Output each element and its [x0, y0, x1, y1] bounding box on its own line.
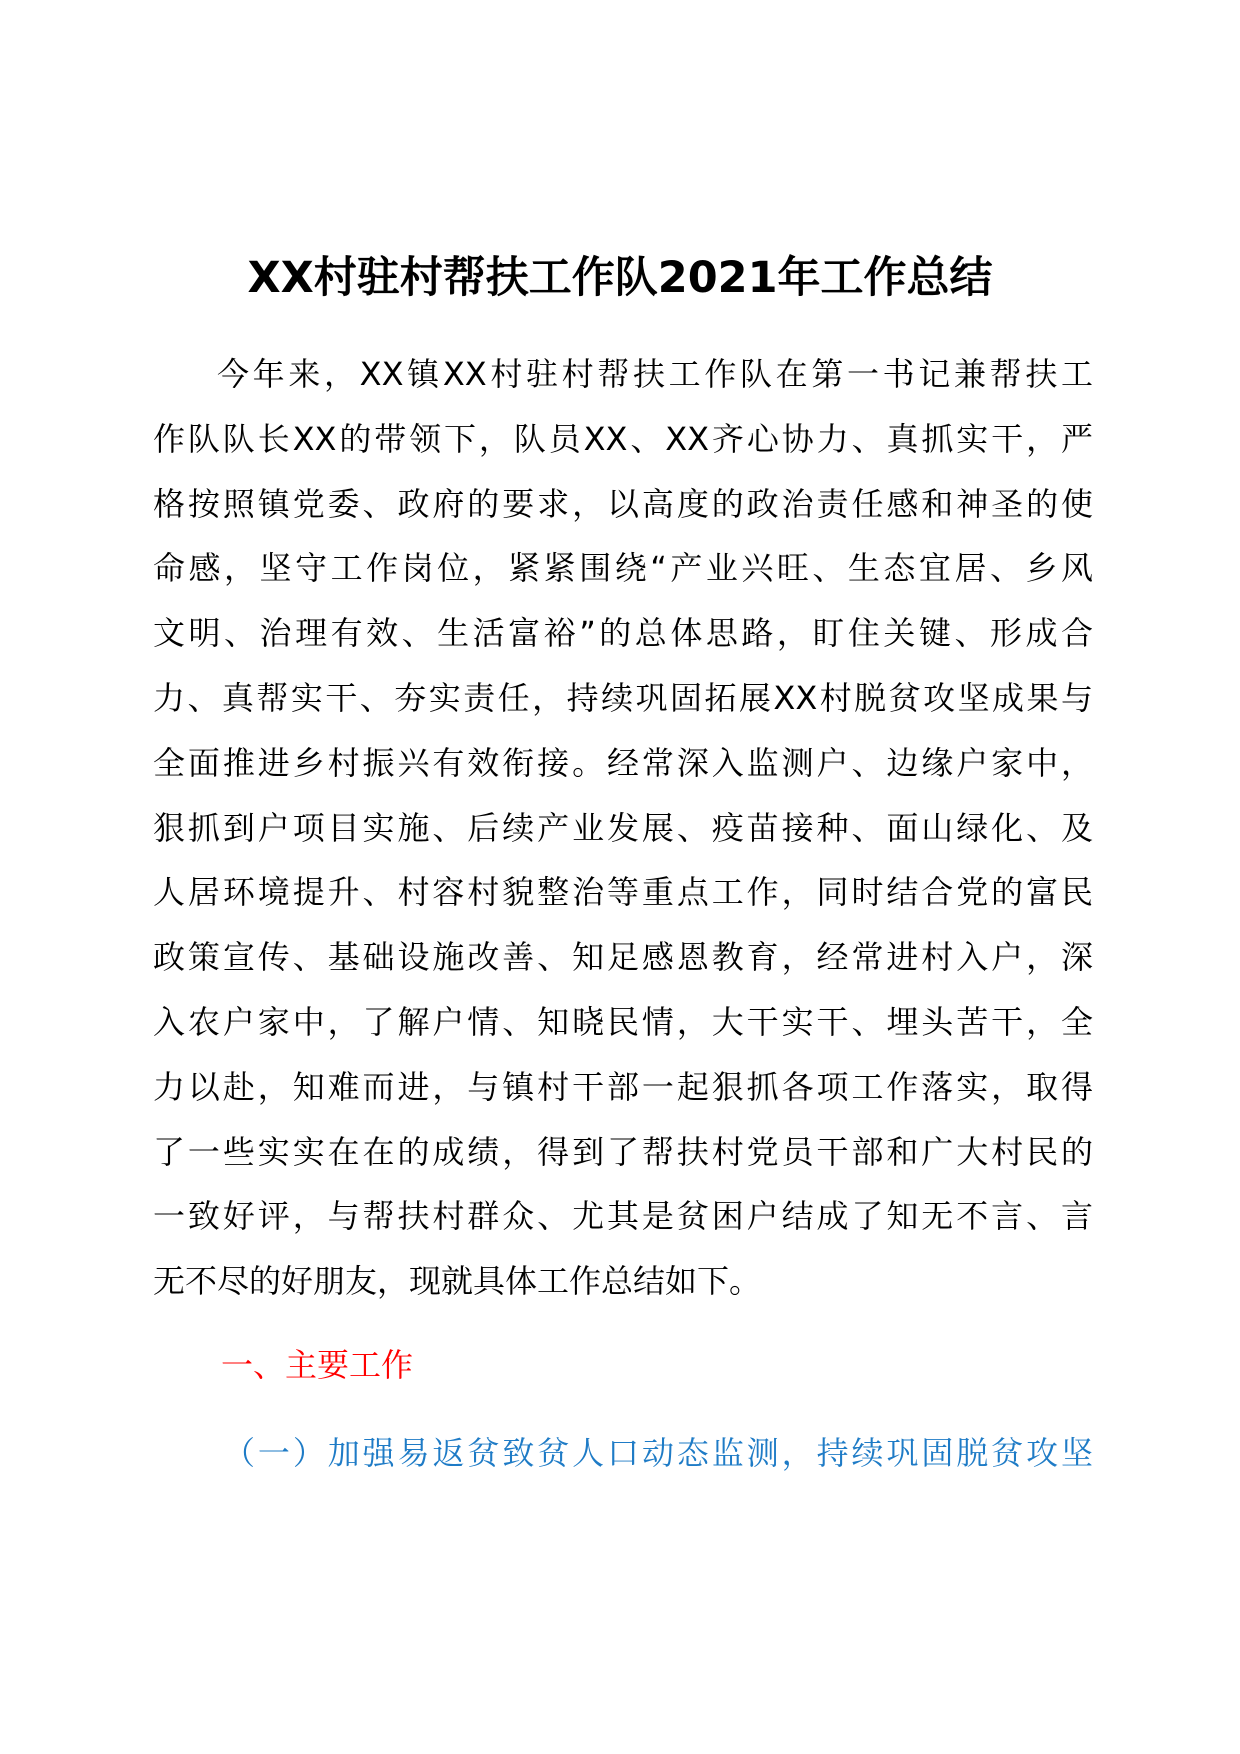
section-heading: 一、主要工作: [221, 1346, 414, 1384]
paragraph-line: 今年来，XX镇XX村驻村帮扶工作队在第一书记兼帮扶工: [217, 355, 1093, 393]
document-title: XX村驻村帮扶工作队2021年工作总结: [247, 253, 993, 303]
paragraph-line: 格按照镇党委、政府的要求，以高度的政治责任感和神圣的使: [153, 484, 1093, 523]
paragraph-line: 力以赴，知难而进，与镇村干部一起狠抓各项工作落实，取得: [153, 1067, 1093, 1106]
paragraph-line: 了一些实实在在的成绩，得到了帮扶村党员干部和广大村民的: [153, 1132, 1093, 1171]
paragraph-line-last: 无不尽的好朋友，现就具体工作总结如下。: [153, 1262, 762, 1301]
paragraph-line: 狠抓到户项目实施、后续产业发展、疫苗接种、面山绿化、及: [153, 808, 1093, 847]
paragraph-line: 政策宣传、基础设施改善、知足感恩教育，经常进村入户，深: [153, 938, 1093, 977]
paragraph-line: 力、真帮实干、夯实责任，持续巩固拓展XX村脱贫攻坚成果与: [153, 678, 1093, 717]
intro-paragraph: [153, 342, 1093, 1314]
subsection-heading: （一）加强易返贫致贫人口动态监测，持续巩固脱贫攻坚: [223, 1434, 1093, 1472]
paragraph-line: 全面推进乡村振兴有效衔接。经常深入监测户、边缘户家中，: [153, 743, 1093, 782]
paragraph-line: 作队队长XX的带领下，队员XX、XX齐心协力、真抓实干，严: [153, 419, 1093, 458]
paragraph-line: 命感，坚守工作岗位，紧紧围绕“产业兴旺、生态宜居、乡风: [153, 549, 1093, 588]
paragraph-line: 文明、治理有效、生活富裕”的总体思路，盯住关键、形成合: [153, 614, 1093, 653]
paragraph-line: 入农户家中，了解户情、知晓民情，大干实干、埋头苦干，全: [153, 1002, 1093, 1041]
paragraph-line: 人居环境提升、村容村貌整治等重点工作，同时结合党的富民: [153, 873, 1093, 912]
paragraph-line: 一致好评，与帮扶村群众、尤其是贫困户结成了知无不言、言: [153, 1197, 1093, 1236]
